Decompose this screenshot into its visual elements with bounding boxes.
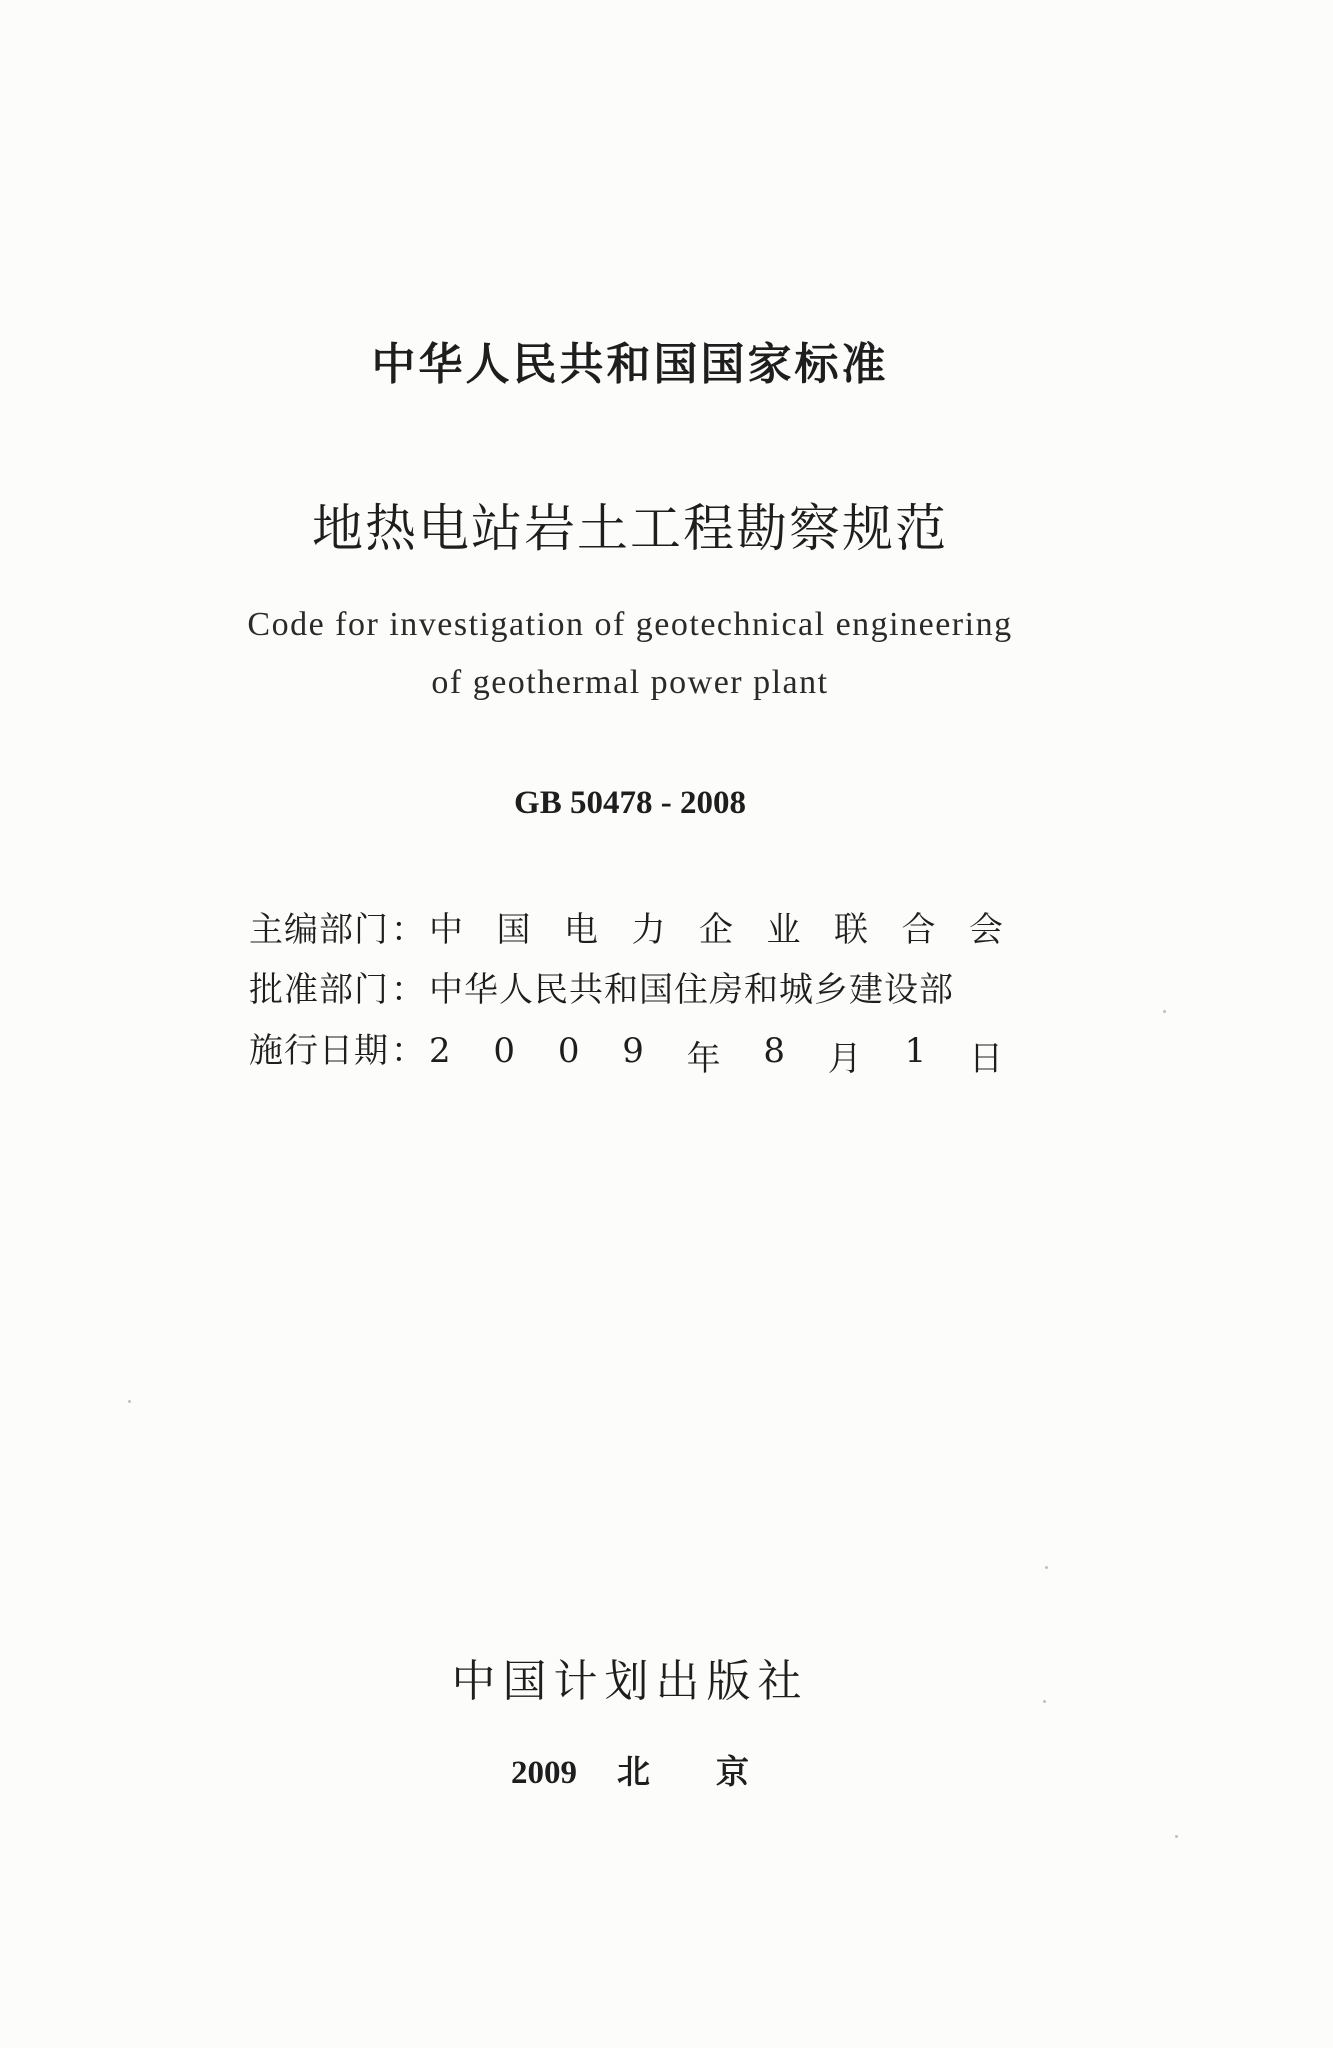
title-english-line-1: Code for investigation of geotechnical engineering bbox=[247, 606, 1013, 643]
editor-department-char: 联 bbox=[834, 910, 868, 950]
standard-heading: 中华人民共和国国家标准 bbox=[371, 339, 889, 390]
approver-department-row bbox=[249, 962, 954, 1011]
editor-department-char: 中 bbox=[429, 910, 463, 950]
publication-city: 北京 bbox=[617, 1752, 815, 1791]
effective-date-char: 月 bbox=[827, 1039, 862, 1079]
editor-department-label: 主编部门 bbox=[249, 910, 389, 950]
title-chinese: 地热电站岩土工程勘察规范 bbox=[311, 500, 948, 559]
effective-date-char: 1 bbox=[904, 1031, 927, 1071]
editor-department-char: 业 bbox=[766, 910, 801, 950]
effective-date-value bbox=[429, 1031, 1003, 1080]
effective-date-char: 0 bbox=[493, 1031, 516, 1071]
editor-department-value bbox=[429, 902, 1003, 951]
scan-speck bbox=[128, 1400, 131, 1403]
effective-date-char: 0 bbox=[557, 1031, 580, 1071]
scan-speck bbox=[1043, 1700, 1046, 1703]
editor-department-char: 合 bbox=[901, 910, 936, 950]
scan-speck bbox=[1045, 1566, 1048, 1569]
label-separator: ： bbox=[391, 970, 425, 1010]
editor-department-row bbox=[249, 902, 1003, 951]
editor-department-char: 力 bbox=[631, 910, 666, 950]
label-separator: ： bbox=[391, 1031, 425, 1071]
editor-department-char: 电 bbox=[564, 910, 598, 950]
publisher-name: 中国计划出版社 bbox=[451, 1656, 809, 1707]
effective-date-row bbox=[249, 1023, 1003, 1080]
scan-speck bbox=[1175, 1835, 1178, 1838]
effective-date-char: 2 bbox=[429, 1031, 451, 1071]
publication-year: 2009 bbox=[511, 1755, 577, 1791]
approver-department-label: 批准部门 bbox=[249, 970, 389, 1010]
approver-department-value: 中华人民共和国住房和城乡建设部 bbox=[429, 970, 954, 1010]
editor-department-char: 企 bbox=[699, 910, 733, 950]
standard-code: GB 50478 - 2008 bbox=[514, 785, 746, 821]
title-english-line-2: of geothermal power plant bbox=[431, 664, 829, 701]
effective-date-char: 日 bbox=[968, 1039, 1003, 1079]
effective-date-char: 年 bbox=[686, 1039, 721, 1079]
label-separator: ： bbox=[391, 910, 425, 950]
effective-date-char: 9 bbox=[622, 1031, 644, 1071]
scan-speck bbox=[1163, 1010, 1166, 1013]
editor-department-char: 国 bbox=[496, 910, 531, 950]
effective-date-label: 施行日期 bbox=[249, 1031, 389, 1071]
editor-department-char: 会 bbox=[969, 910, 1003, 950]
effective-date-char: 8 bbox=[763, 1031, 786, 1071]
publication-line bbox=[0, 1746, 1260, 1793]
